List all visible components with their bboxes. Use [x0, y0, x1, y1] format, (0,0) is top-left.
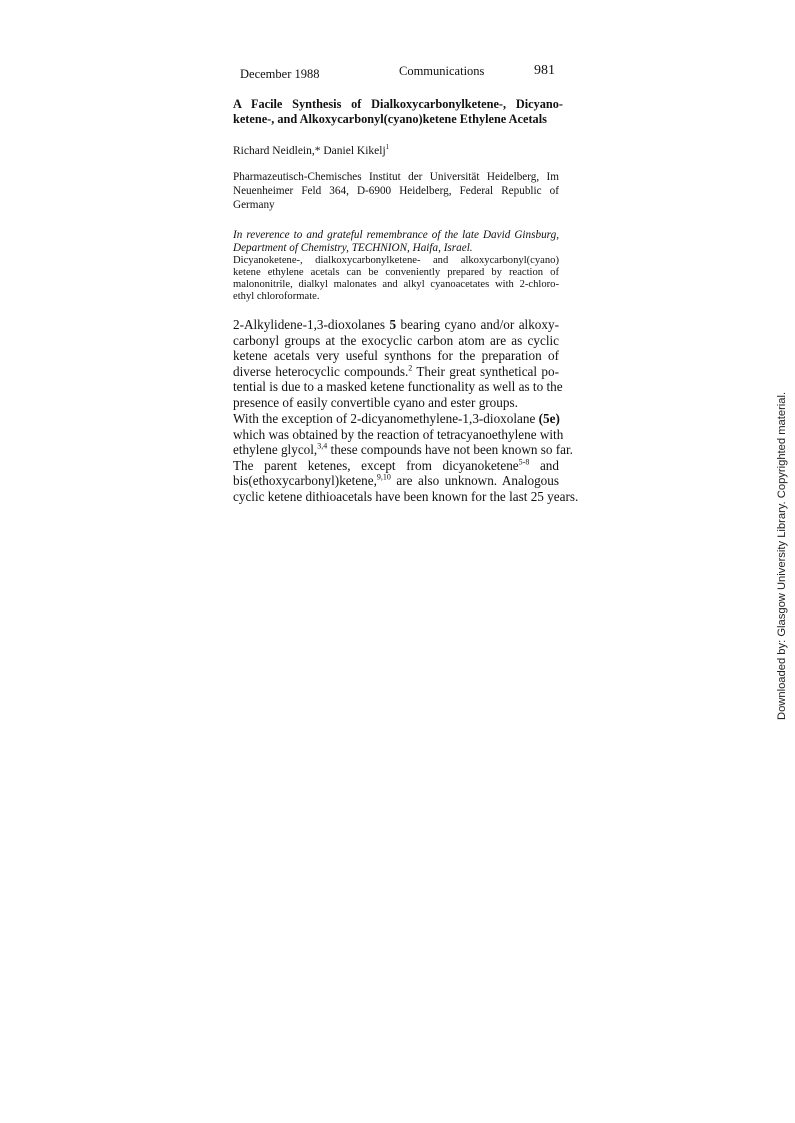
- author-footnote-mark: 1: [385, 143, 390, 152]
- paragraph-line: ketene acetals very useful synthons for the preparation of: [233, 348, 559, 363]
- paragraph-line: tential is due to a masked ketene functionality as well as to the: [233, 379, 563, 394]
- abstract-line: Dicyanoketene-, dialkoxycarbonylketene- and alkoxycarbonyl(cyano): [233, 255, 559, 266]
- paragraph-line: The parent ketenes, except from dicyanoketene$^{5-8}$ and: [233, 457, 559, 473]
- watermark-text: Downloaded by: Glasgow University Library. Copyrighted material.: [776, 391, 788, 720]
- paragraph-line: 2-Alkylidene-1,3-dioxolanes 5 bearing cyano and/or alkoxy-: [233, 317, 559, 332]
- article-title: [233, 97, 563, 127]
- paragraph-line: presence of easily convertible cyano and ester groups.: [233, 394, 518, 410]
- dedication: [233, 229, 559, 255]
- title-line: ketene-, and Alkoxycarbonyl(cyano)ketene Ethylene Acetals: [233, 112, 547, 126]
- abstract-line: malononitrile, dialkyl malonates and alkyl cyanoacetates with 2-chloro-: [233, 279, 559, 290]
- reference-mark: 2: [408, 363, 413, 373]
- affiliation: [233, 170, 559, 212]
- paragraph-line: With the exception of 2-dicyanomethylene-1,3-dioxolane (5e): [233, 411, 560, 426]
- abstract: [233, 255, 559, 303]
- compound-number: (5e): [538, 411, 560, 426]
- abstract-line: ketene ethylene acetals can be conveniently prepared by reaction of: [233, 267, 559, 278]
- dedication-line: Department of Chemistry, TECHNION, Haifa, Israel.: [233, 242, 473, 254]
- header-date: December 1988: [240, 67, 320, 81]
- affiliation-line: Germany: [233, 199, 275, 211]
- reference-mark: 5-8: [518, 457, 530, 467]
- reference-mark: 3,4: [317, 441, 328, 451]
- affiliation-line: Pharmazeutisch-Chemisches Institut der Universität Heidelberg, Im: [233, 171, 559, 183]
- body-paragraph-1: [233, 317, 563, 410]
- reference-mark: 9,10: [376, 472, 391, 482]
- affiliation-line: Neuenheimer Feld 364, D-6900 Heidelberg, Federal Republic of: [233, 185, 559, 197]
- paragraph-line: cyclic ketene dithioacetals have been known for the last 25 years.: [233, 488, 579, 504]
- compound-number: 5: [389, 317, 397, 332]
- abstract-line: ethyl chloroformate.: [233, 291, 320, 302]
- body-paragraph-2: [233, 411, 579, 504]
- author-names: Richard Neidlein,* Daniel Kikelj: [233, 145, 386, 157]
- title-line: A Facile Synthesis of Dialkoxycarbonylketene-, Dicyano-: [233, 97, 563, 111]
- paragraph-line: carbonyl groups at the exocyclic carbon atom are as cyclic: [233, 332, 559, 348]
- running-header: [238, 63, 556, 83]
- download-watermark: [776, 391, 790, 1040]
- page-number: 981: [534, 63, 555, 78]
- paragraph-line: bis(ethoxycarbonyl)ketene,$^{9,10}$ are also unknown. Analogous: [233, 472, 559, 488]
- header-section: Communications: [399, 64, 485, 78]
- paragraph-line: which was obtained by the reaction of tetracyanoethylene with: [233, 426, 564, 442]
- paragraph-line: ethylene glycol,$^{3,4}$ these compounds have not been known so far.: [233, 441, 573, 457]
- dedication-line: In reverence to and grateful remembrance of the late David Ginsburg,: [233, 229, 559, 241]
- author-list: [233, 145, 389, 157]
- paragraph-line: diverse heterocyclic compounds.$^2$ Their great synthetical po-: [233, 363, 559, 379]
